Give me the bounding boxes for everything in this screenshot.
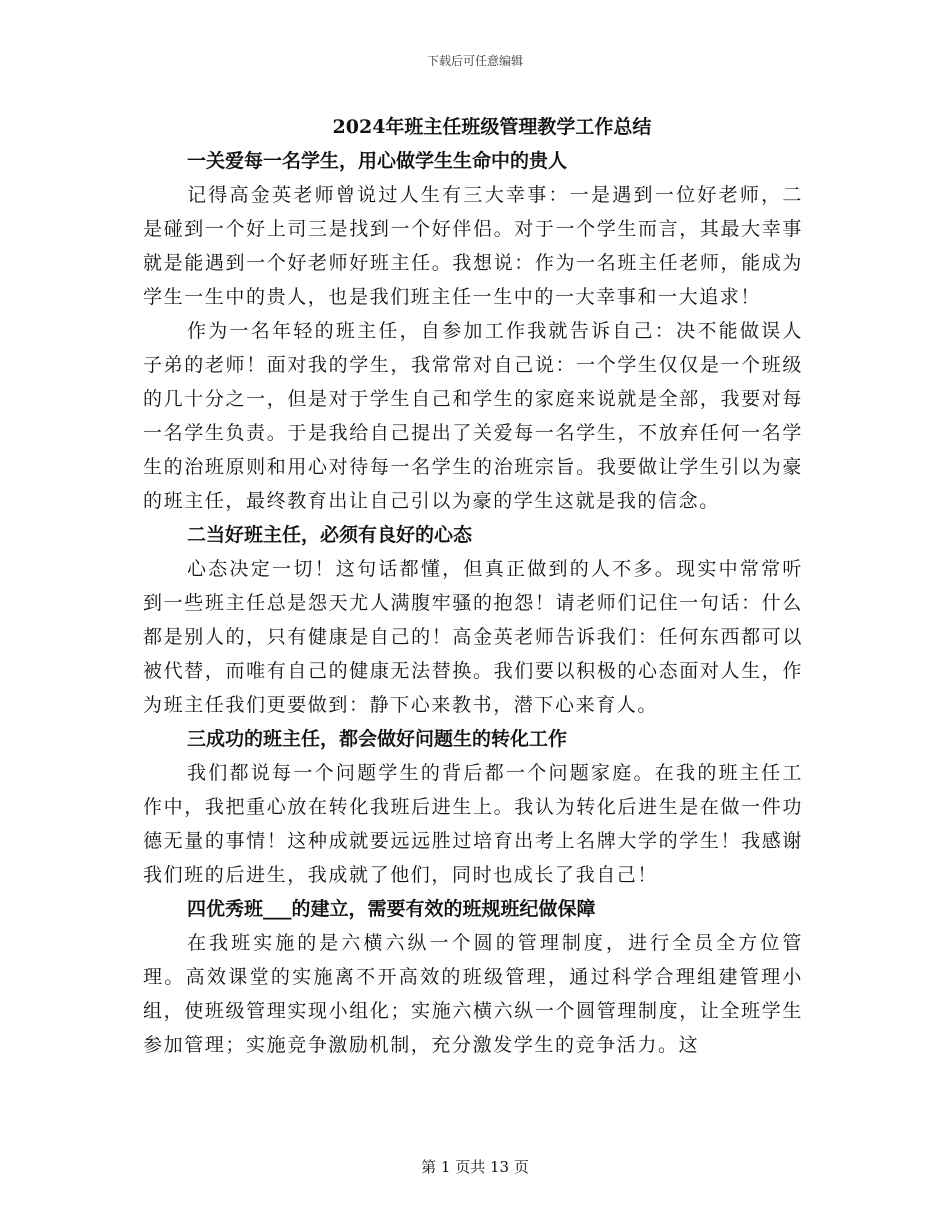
body-paragraph: 心态决定一切！这句话都懂，但真正做到的人不多。现实中常常听到一些班主任总是怨天尤人满腹牢骚的抱怨！请老师们记住一句话：什么都是别人的，只有健康是自己的！高金英老师告诉我们：任何东西都可以被代替，而唯有自己的健康无法替换。我们要以积极的心态面对人生，作为班主任我们更要做到：静下心来教书，潜下心来育人。	[143, 558, 803, 716]
section-heading: 四优秀班___的建立，需要有效的班规班纪做保障	[187, 898, 596, 920]
document-title: 2024年班主任班级管理教学工作总结	[332, 116, 652, 138]
section-heading: 二当好班主任，必须有良好的心态	[187, 524, 473, 546]
body-paragraph: 在我班实施的是六横六纵一个圆的管理制度，进行全员全方位管理。高效课堂的实施离不开高效的班级管理，通过科学合理组建管理小组，使班级管理实现小组化；实施六横六纵一个圆管理制度，让全班学生参加管理；实施竞争激励机制，充分激发学生的竞争活力。这	[143, 932, 803, 1056]
header-note: 下载后可任意编辑	[426, 54, 523, 68]
section-heading: 一关爱每一名学生，用心做学生生命中的贵人	[187, 150, 568, 172]
page-footer: 第 1 页共 13 页	[421, 1158, 529, 1176]
section-heading: 三成功的班主任，都会做好问题生的转化工作	[187, 728, 568, 750]
body-paragraph: 记得高金英老师曾说过人生有三大幸事：一是遇到一位好老师，二是碰到一个好上司三是找到一个好伴侣。对于一个学生而言，其最大幸事就是能遇到一个好老师好班主任。我想说：作为一名班主任老师，能成为学生一生中的贵人，也是我们班主任一生中的一大幸事和一大追求！	[143, 184, 803, 308]
body-paragraph: 作为一名年轻的班主任，自参加工作我就告诉自己：决不能做误人子弟的老师！面对我的学生，我常常对自己说：一个学生仅仅是一个班级的几十分之一，但是对于学生自己和学生的家庭来说就是全部，我要对每一名学生负责。于是我给自己提出了关爱每一名学生，不放弃任何一名学生的治班原则和用心对待每一名学生的治班宗旨。我要做让学生引以为豪的班主任，最终教育出让自己引以为豪的学生这就是我的信念。	[143, 320, 803, 512]
document-body	[143, 110, 803, 1062]
body-paragraph: 我们都说每一个问题学生的背后都一个问题家庭。在我的班主任工作中，我把重心放在转化我班后进生上。我认为转化后进生是在做一件功德无量的事情！这种成就要远远胜过培育出考上名牌大学的学生！我感谢我们班的后进生，我成就了他们，同时也成长了我自己！	[143, 762, 803, 886]
